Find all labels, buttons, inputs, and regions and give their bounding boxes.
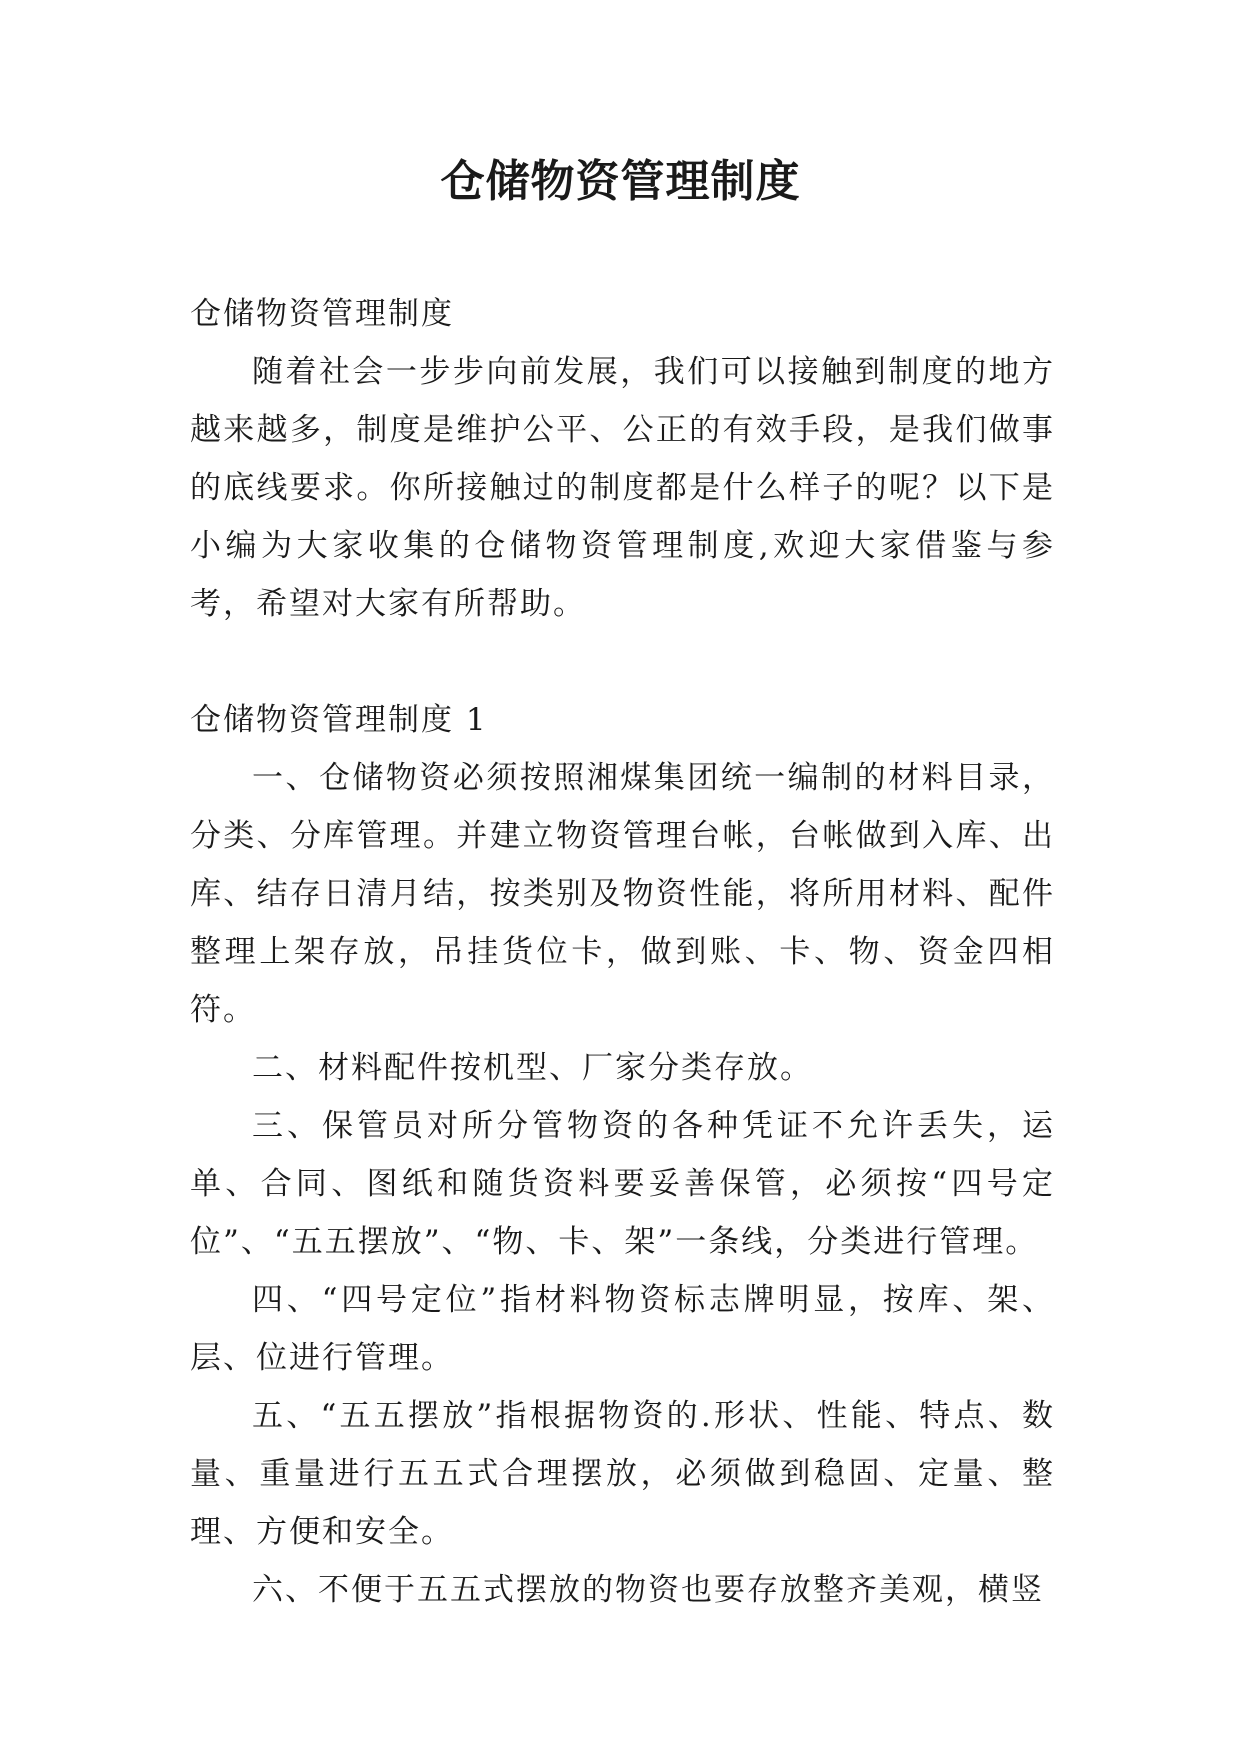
rule-item-4: 四、“四号定位”指材料物资标志牌明显，按库、架、层、位进行管理。 <box>190 1282 1055 1376</box>
rule-item-3: 三、保管员对所分管物资的各种凭证不允许丢失，运单、合同、图纸和随货资料要妥善保管，必须按“四号定位”、“五五摆放”、“物、卡、架”一条线，分类进行管理。 <box>190 1108 1055 1260</box>
section-spacer <box>190 633 1055 691</box>
rule-item-2: 二、材料配件按机型、厂家分类存放。 <box>252 1050 813 1086</box>
intro-heading: 仓储物资管理制度 <box>190 296 454 332</box>
rule-item-6: 六、不便于五五式摆放的物资也要存放整齐美观，横竖 <box>252 1572 1044 1608</box>
document-title: 仓储物资管理制度 <box>440 156 801 207</box>
rule-item-5: 五、“五五摆放”指根据物资的.形状、性能、特点、数量、重量进行五五式合理摆放，必须做到稳固、定量、整理、方便和安全。 <box>190 1398 1055 1550</box>
document-body <box>190 285 1055 1619</box>
rule-item-1: 一、仓储物资必须按照湘煤集团统一编制的材料目录，分类、分库管理。并建立物资管理台帐，台帐做到入库、出库、结存日清月结，按类别及物资性能，将所用材料、配件整理上架存放，吊挂货位卡，做到账、卡、物、资金四相符。 <box>190 760 1055 1028</box>
section-1-heading: 仓储物资管理制度 1 <box>190 702 488 738</box>
intro-paragraph: 随着社会一步步向前发展，我们可以接触到制度的地方越来越多，制度是维护公平、公正的有效手段，是我们做事的底线要求。你所接触过的制度都是什么样子的呢？以下是小编为大家收集的仓储物资管理制度,欢迎大家借鉴与参考，希望对大家有所帮助。 <box>190 354 1055 622</box>
